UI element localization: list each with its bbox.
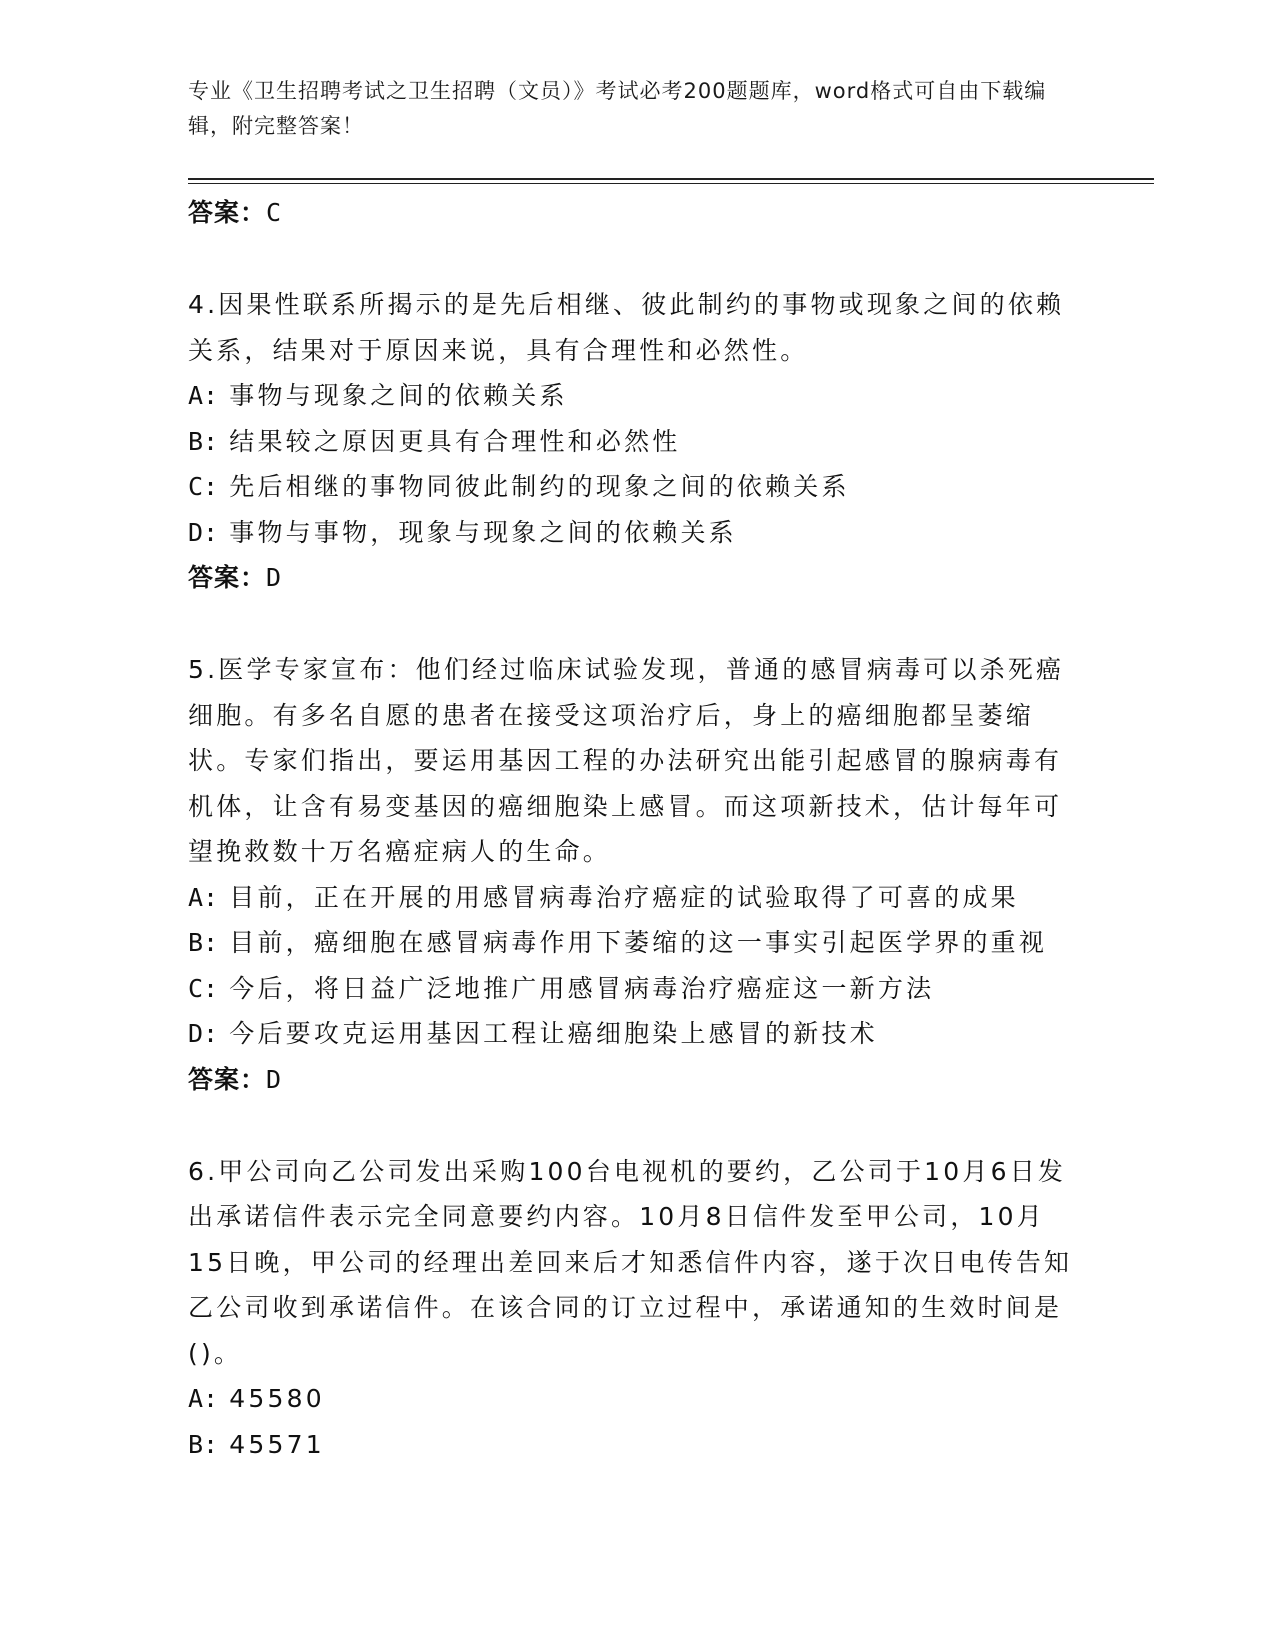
option-d: D: 今后要攻克运用基因工程让癌细胞染上感冒的新技术 xyxy=(188,1019,878,1048)
answer-line-q3: 答案：C xyxy=(188,198,283,227)
option-b: B: 目前，癌细胞在感冒病毒作用下萎缩的这一事实引起医学界的重视 xyxy=(188,928,1048,957)
question-4 xyxy=(188,282,1078,601)
option-b: B: 结果较之原因更具有合理性和必然性 xyxy=(188,426,681,456)
option-d: D: 事物与事物，现象与现象之间的依赖关系 xyxy=(188,517,737,547)
question-6 xyxy=(188,1149,1078,1468)
question-stem: 4.因果性联系所揭示的是先后相继、彼此制约的事物或现象之间的依赖关系，结果对于原因来说，具有合理性和必然性。 xyxy=(188,290,1065,365)
answer-line: 答案：D xyxy=(188,563,283,592)
option-b: B: 45571 xyxy=(188,1429,325,1459)
option-a: A: 事物与现象之间的依赖关系 xyxy=(188,381,568,410)
option-a: A: 45580 xyxy=(188,1384,325,1413)
question-stem: 5.医学专家宣布：他们经过临床试验发现，普通的感冒病毒可以杀死癌细胞。有多名自愿的患者在接受这项治疗后，身上的癌细胞都呈萎缩状。专家们指出，要运用基因工程的办法研究出能引起感冒的腺病毒有机体，让含有易变基因的癌细胞染上感冒。而这项新技术，估计每年可望挽救数十万名癌症病人的生命。 xyxy=(188,655,1065,866)
header-divider-thin xyxy=(188,183,1154,184)
question-stem: 6.甲公司向乙公司发出采购100台电视机的要约，乙公司于10月6日发出承诺信件表示完全同意要约内容。10月8日信件发至甲公司，10月15日晚，甲公司的经理出差回来后才知悉信件内容，遂于次日电传告知乙公司收到承诺信件。在该合同的订立过程中，承诺通知的生效时间是()。 xyxy=(188,1156,1073,1368)
document-body xyxy=(188,190,1078,1467)
answer-line: 答案：D xyxy=(188,1064,283,1094)
question-5 xyxy=(188,647,1078,1103)
option-c: C: 今后，将日益广泛地推广用感冒病毒治疗癌症这一新方法 xyxy=(188,973,935,1003)
header-divider-thick xyxy=(188,178,1154,180)
option-c: C: 先后相继的事物同彼此制约的现象之间的依赖关系 xyxy=(188,472,850,501)
option-a: A: 目前，正在开展的用感冒病毒治疗癌症的试验取得了可喜的成果 xyxy=(188,882,1019,912)
document-header: 专业《卫生招聘考试之卫生招聘（文员）》考试必考200题题库，word格式可自由下载编辑，附完整答案！ xyxy=(188,79,1047,138)
